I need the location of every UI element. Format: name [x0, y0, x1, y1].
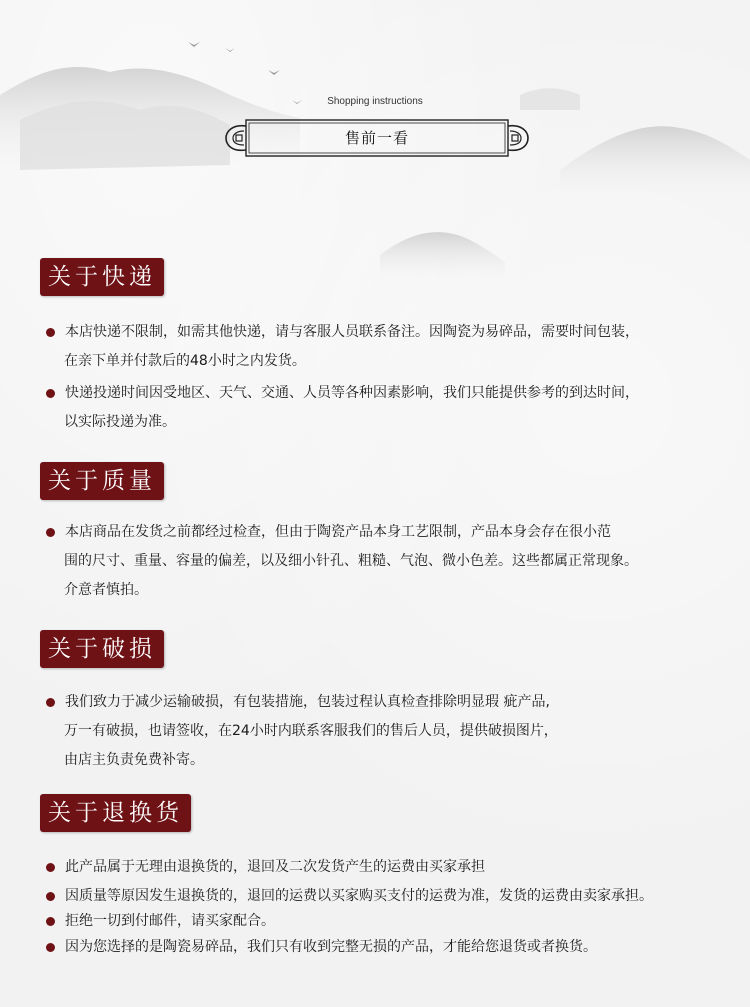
quality-paragraph-1: 本店商品在发货之前都经过检查，但由于陶瓷产品本身工艺限制，产品本身会存在很小范 围的尺寸、重量、容量的偏差，以及细小针孔、粗糙、气泡、微小色差。这些都属正常现象。 介意者慎拍。 [46, 518, 736, 605]
delivery-paragraph-1: 本店快递不限制，如需其他快递，请与客服人员联系备注。因陶瓷为易碎品，需要时间包装， 在亲下单并付款后的48小时之内发货。 [46, 318, 736, 376]
returns-paragraph-1: 此产品属于无理由退换货的，退回及二次发货产生的运费由买家承担 [46, 853, 736, 882]
bullet-icon [46, 917, 55, 926]
mountain-center [380, 232, 505, 280]
bullet-icon [46, 892, 55, 901]
section-title-damage: 关于破损 [40, 630, 164, 668]
bullet-icon [46, 328, 55, 337]
bullet-icon [46, 528, 55, 537]
header-subtitle: Shopping instructions [327, 96, 423, 107]
mountain-left-front [20, 101, 230, 170]
returns-paragraph-3: 拒绝一切到付邮件，请买家配合。 [46, 907, 736, 936]
bullet-icon [46, 863, 55, 872]
returns-paragraph-2: 因质量等原因发生退换货的，退回的运费以买家购买支付的运费为准，发货的运费由卖家承担。 [46, 882, 736, 911]
bullet-icon [46, 389, 55, 398]
bullet-icon [46, 698, 55, 707]
section-title-delivery: 关于快递 [40, 258, 164, 296]
section-title-quality: 关于质量 [40, 462, 164, 500]
delivery-paragraph-2: 快递投递时间因受地区、天气、交通、人员等各种因素影响，我们只能提供参考的到达时间， 以实际投递为准。 [46, 379, 736, 437]
mountain-right [560, 126, 750, 195]
section-title-returns: 关于退换货 [40, 794, 191, 832]
bullet-icon [46, 943, 55, 952]
returns-paragraph-4: 因为您选择的是陶瓷易碎品，我们只有收到完整无损的产品，才能给您退货或者换货。 [46, 933, 736, 962]
damage-paragraph-1: 我们致力于减少运输破损，有包装措施，包装过程认真检查排除明显瑕 疵产品, 万一有破损，也请签收，在24小时内联系客服我们的售后人员，提供破损图片， 由店主负责免费补寄。 [46, 688, 736, 775]
title-frame [222, 118, 532, 162]
page-title: 售前一看 [344, 129, 409, 147]
